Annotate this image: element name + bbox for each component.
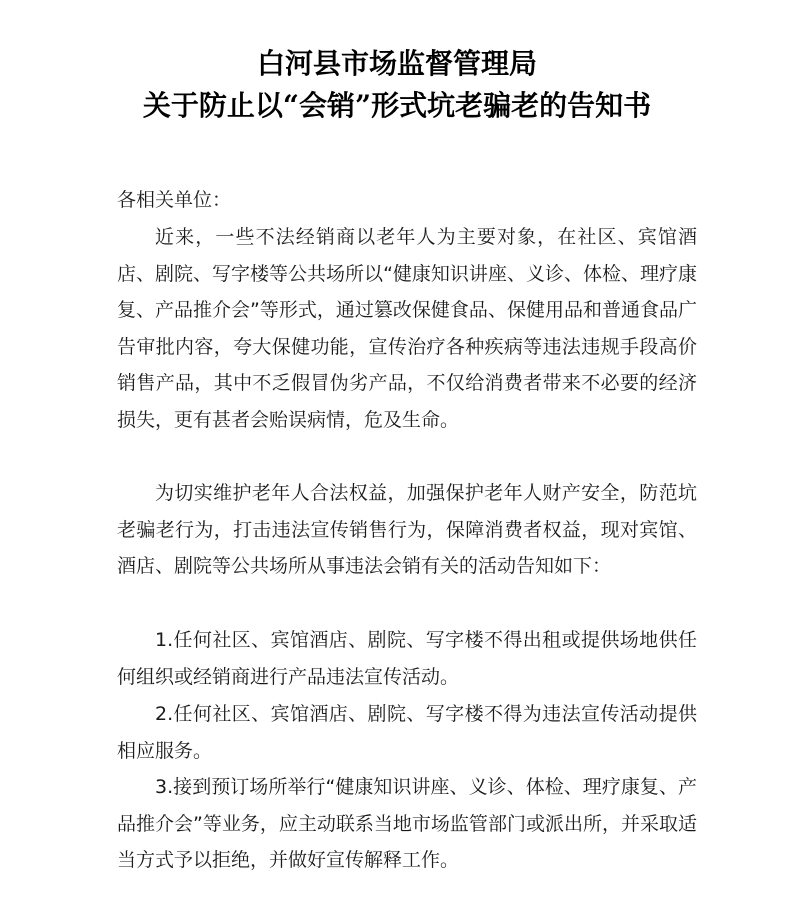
document-title-line-2: 关于防止以“会销”形式坑老骗老的告知书 <box>142 89 652 122</box>
notice-item-2: 2.任何社区、宾馆酒店、剧院、写字楼不得为违法宣传活动提供相应服务。 <box>117 703 697 762</box>
paragraph-purpose: 为切实维护老年人合法权益，加强保护老年人财产安全，防范坑老骗老行为，打击违法宣传销售行为，保障消费者权益，现对宾馆、酒店、剧院等公共场所从事违法会销有关的活动告知如下： <box>117 482 697 578</box>
notice-item-1: 1.任何社区、宾馆酒店、剧院、写字楼不得出租或提供场地供任何组织或经销商进行产品违法宣传活动。 <box>117 629 697 688</box>
paragraph-background: 近来，一些不法经销商以老年人为主要对象，在社区、宾馆酒店、剧院、写字楼等公共场所以“健康知识讲座、义诊、体检、理疗康复、产品推介会”等形式，通过篡改保健食品、保健用品和普通食品广告审批内容，夸大保健功能，宣传治疗各种疾病等违法违规手段高价销售产品，其中不乏假冒伪劣产品，不仅给消费者带来不必要的经济损失，更有甚者会贻误病情，危及生命。 <box>117 226 697 431</box>
document-title-line-1: 白河县市场监督管理局 <box>256 47 537 80</box>
notice-item-3: 3.接到预订场所举行“健康知识讲座、义诊、体检、理疗康复、产品推介会”等业务，应主动联系当地市场监管部门或派出所，并采取适当方式予以拒绝，并做好宣传解释工作。 <box>117 776 697 872</box>
salutation: 各相关单位： <box>117 189 232 211</box>
